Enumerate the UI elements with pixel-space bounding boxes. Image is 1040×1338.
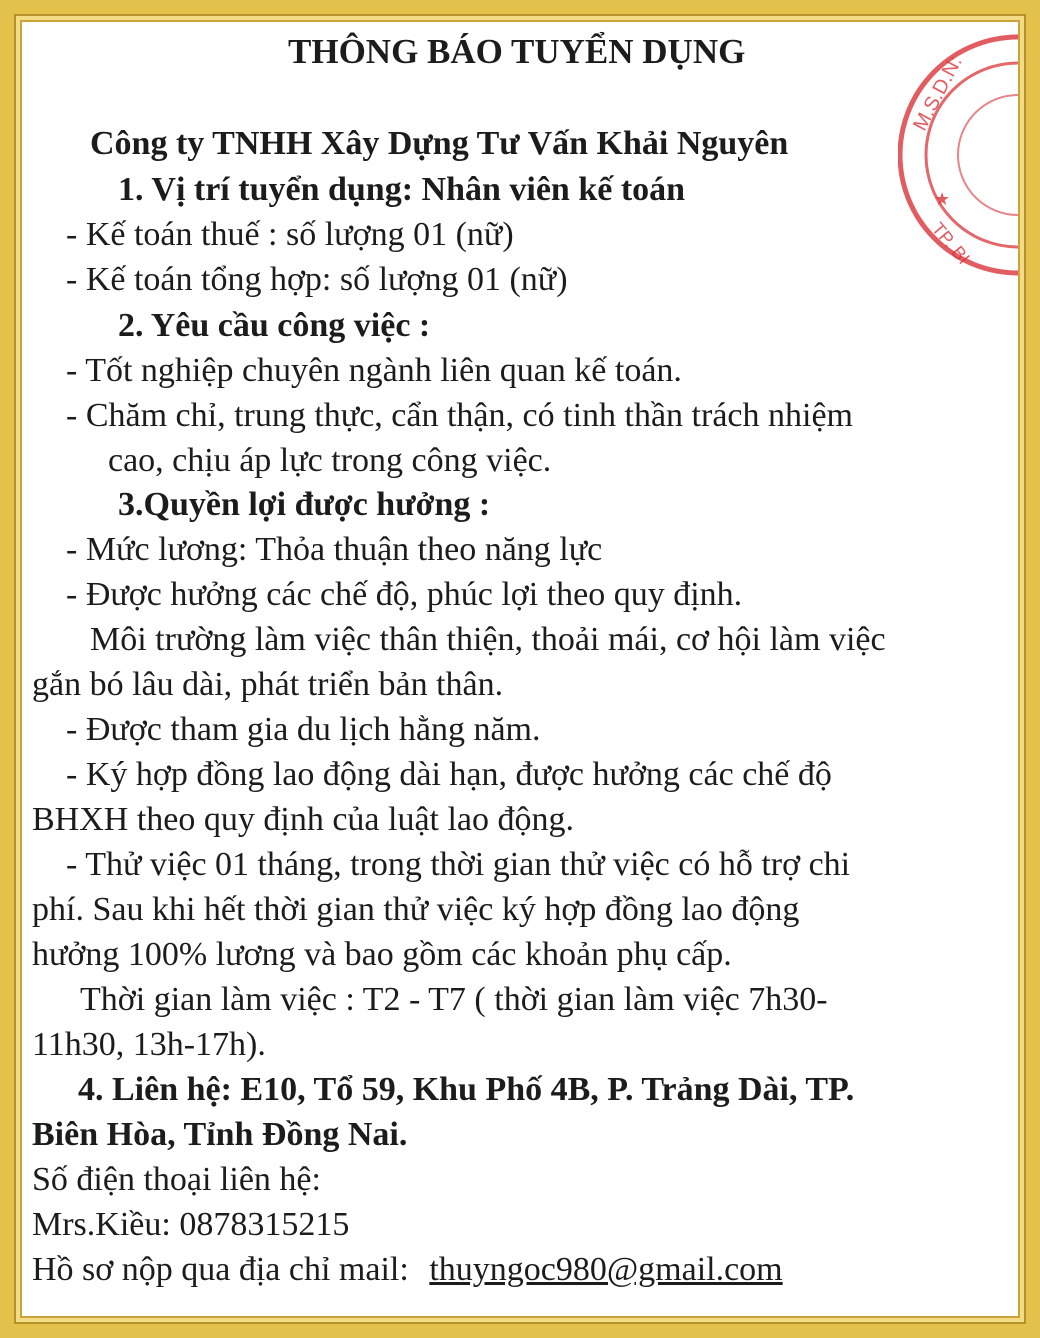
list-item: - Kế toán thuế : số lượng 01 (nữ) <box>66 216 514 253</box>
working-hours-line: Thời gian làm việc : T2 - T7 ( thời gian làm việc 7h30- <box>80 981 828 1018</box>
list-item-continuation: cao, chịu áp lực trong công việc. <box>108 442 552 479</box>
section-heading-benefits: 3.Quyền lợi được hưởng : <box>118 486 491 523</box>
email-label: Hồ sơ nộp qua địa chỉ mail: <box>32 1251 418 1288</box>
email-link[interactable]: thuyngoc980@gmail.com <box>429 1251 783 1288</box>
list-item: - Mức lương: Thỏa thuận theo năng lực <box>66 531 603 568</box>
working-hours-line: 11h30, 13h-17h). <box>32 1026 266 1063</box>
list-item: - Được hưởng các chế độ, phúc lợi theo quy định. <box>66 576 743 613</box>
email-line <box>32 1250 783 1290</box>
paragraph-line: phí. Sau khi hết thời gian thử việc ký hợp đồng lao động <box>32 891 800 928</box>
seal-text-top: M.S.D.N: <box>909 52 967 135</box>
seal-text-bottom: TP. BI <box>927 218 974 268</box>
list-item: - Chăm chỉ, trung thực, cẩn thận, có tinh thần trách nhiệm <box>66 397 853 434</box>
list-item: - Kế toán tổng hợp: số lượng 01 (nữ) <box>66 261 568 298</box>
section-heading-requirements: 2. Yêu cầu công việc : <box>118 307 431 344</box>
paragraph-line: gắn bó lâu dài, phát triển bản thân. <box>32 666 504 703</box>
contact-phone: Mrs.Kiều: 0878315215 <box>32 1206 350 1243</box>
paragraph-line: Môi trường làm việc thân thiện, thoải mái, cơ hội làm việc <box>90 621 886 658</box>
section-heading-contact: 4. Liên hệ: E10, Tổ 59, Khu Phố 4B, P. Trảng Dài, TP. <box>78 1071 855 1108</box>
list-item: - Được tham gia du lịch hằng năm. <box>66 711 541 748</box>
paragraph-line: hưởng 100% lương và bao gồm các khoản phụ cấp. <box>32 936 732 973</box>
contact-address: Biên Hòa, Tỉnh Đồng Nai. <box>32 1116 408 1153</box>
page-title: THÔNG BÁO TUYỂN DỤNG <box>288 32 746 71</box>
recruitment-notice <box>30 30 1010 1310</box>
section-heading-position: 1. Vị trí tuyển dụng: Nhân viên kế toán <box>118 171 686 208</box>
list-item: - Ký hợp đồng lao động dài hạn, được hưởng các chế độ <box>66 756 832 793</box>
paragraph-line: BHXH theo quy định của luật lao động. <box>32 801 575 838</box>
list-item: - Thử việc 01 tháng, trong thời gian thử việc có hỗ trợ chi <box>66 846 851 883</box>
svg-text:★: ★ <box>934 189 951 210</box>
list-item: - Tốt nghiệp chuyên ngành liên quan kế toán. <box>66 352 682 389</box>
company-name: Công ty TNHH Xây Dựng Tư Vấn Khải Nguyên <box>90 125 789 162</box>
phone-label: Số điện thoại liên hệ: <box>32 1161 321 1198</box>
